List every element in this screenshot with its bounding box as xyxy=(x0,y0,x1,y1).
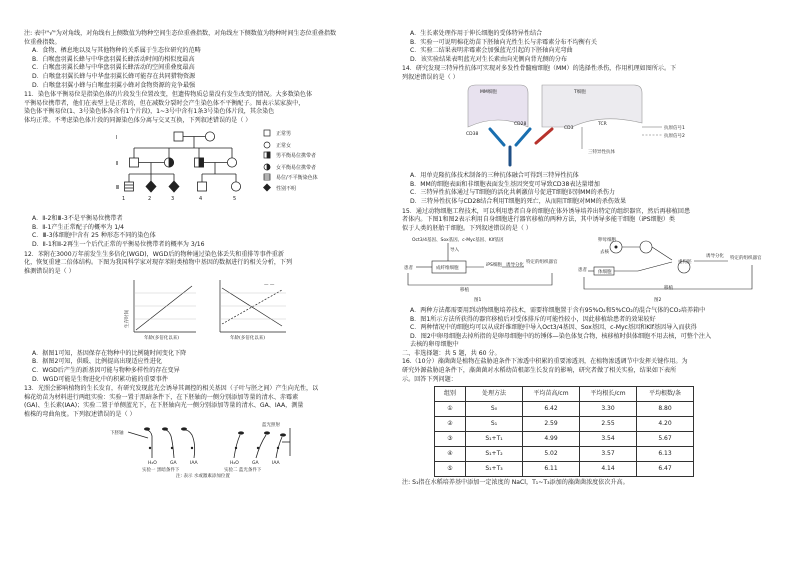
table-header: 平均根长/cm xyxy=(580,387,637,402)
option-a: A．食物、栖息地以及与其他物种的关系属于生态位研究的范畴 xyxy=(32,47,201,55)
antibody-arm-icon xyxy=(490,129,504,145)
option-b: B．据图2可知，供暖、比例提高出现适应性进化 xyxy=(32,358,162,366)
induce2-label: 诱导分化 xyxy=(706,254,724,260)
chart2-xlabel: 年龄(多倍化以来) xyxy=(230,336,266,342)
cd38-label: CD38 xyxy=(466,131,479,137)
cd28-label: CD28 xyxy=(514,121,527,127)
chart2-legend: — — xyxy=(264,283,275,289)
plant-label: GA xyxy=(170,460,177,466)
table-note: 注: S₁指在水稻培养基中添加一定浓度的 NaCl，T₁~T₃添加的藻菌菌浓度依次升高。 xyxy=(402,479,629,487)
svg-text:1: 1 xyxy=(122,195,126,202)
pedigree-diamond xyxy=(146,181,156,192)
option-b: B．MM的细胞表面和非细胞表面发生基因突变可导致CD38表达量增加 xyxy=(410,180,600,188)
seedling-icon xyxy=(166,430,174,458)
egg-label: 卵母细胞 xyxy=(598,238,616,244)
option-c: C．Ⅲ-3体细胞中含有 25 种形态不同的染色体 xyxy=(32,232,156,240)
signal2-label: 抗原信号2 xyxy=(664,133,685,139)
ips-label: iPS细胞 xyxy=(486,263,502,269)
table-cell: S₁+T₁ xyxy=(466,432,523,447)
table-row xyxy=(435,432,694,447)
question-15 xyxy=(402,208,770,234)
q15-options xyxy=(402,307,770,350)
table-cell: ① xyxy=(435,402,466,417)
exp1-label: 实验一 黑暗条件下 xyxy=(142,467,180,473)
section-heading: 二、非选择题：共 5 题，共 60 分。 xyxy=(402,349,501,357)
genes-label: Oct3/4基因、Sox基因、c-Myc基因、Klf基因 xyxy=(412,238,504,244)
seedling-icon xyxy=(185,430,195,458)
legend-label: 女平衡易位携带者 xyxy=(276,164,317,171)
chart1-xlabel: 年龄(多倍化以来) xyxy=(144,336,180,342)
plant-label: IAA xyxy=(190,460,198,466)
pedigree-male xyxy=(198,182,207,191)
table-header: 组别 xyxy=(435,387,466,402)
cell-therapy-figures xyxy=(402,233,770,303)
question-11 xyxy=(24,91,392,125)
table-cell: 5.67 xyxy=(637,432,694,447)
table-cell: 2.55 xyxy=(580,417,637,432)
table-cell: 6.42 xyxy=(523,402,580,417)
transplant-label: 移植 xyxy=(460,288,469,294)
q12-stem: 化，恢复重建二倍体结构。下图为我国科学家对现存苯附类植物中基因的数据进行的相关分析，下列 xyxy=(24,259,293,267)
q14-stem: 14．研究发现三特异性抗体可实现对多发性骨髓瘤细胞（MM）的选择性杀伤，作用机理如图所示。下 xyxy=(402,65,677,73)
svg-text:Ⅲ: Ⅲ xyxy=(116,184,120,191)
plant-label: IAA xyxy=(272,460,280,466)
mm-cell xyxy=(468,85,528,127)
q12-options xyxy=(24,350,392,384)
fig1-caption: 图1 xyxy=(474,298,482,304)
embryo-label: 重构胚 xyxy=(678,260,692,266)
table-cell: 6.47 xyxy=(637,462,694,477)
legend-label: 正常女 xyxy=(276,142,292,149)
table-cell: ③ xyxy=(435,432,466,447)
table-row xyxy=(435,462,694,477)
svg-text:5: 5 xyxy=(233,195,237,202)
cd3-label: CD3 xyxy=(564,125,574,131)
note-line: 位重叠指数。 xyxy=(24,38,61,46)
q11-stem: 体均正常。不考虑染色体片段的同源染色体分离与交叉互换，下列叙述错误的是（ ） xyxy=(24,116,252,124)
legend-male-icon xyxy=(264,130,270,136)
option-c: C．实验二结果表明赤霉素会加强蓝光引起的下胚轴向光弯曲 xyxy=(410,47,573,55)
option-b: B．Ⅱ-1产生正常配子的概率为 1/4 xyxy=(32,223,125,231)
legend-label: 性别不明 xyxy=(276,185,297,192)
table-cell: S₀ xyxy=(466,402,523,417)
option-d-cont: 去核的卵母细胞中 xyxy=(410,341,459,349)
plant-label: H₂O xyxy=(148,460,157,466)
option-a: A．两种方法都需要用到动物细胞培养技术，需要将细胞置于含有95%O₂和5%CO₂的混合气体的CO₂培养箱中 xyxy=(410,306,706,314)
svg-text:2: 2 xyxy=(148,195,152,202)
q14-stem: 列叙述错误的是（ ） xyxy=(402,73,459,81)
patient-label: 患者 xyxy=(404,266,413,272)
table-cell: 4.20 xyxy=(637,417,694,432)
note-line: 注: 表中"√"为对角线，对角线右上侧数值为物种空间生态位重叠指数，对角线左下侧数值为物种时间生态位重叠指数 xyxy=(24,30,337,37)
transplant-arrow xyxy=(408,273,552,285)
option-b: B．白喉盘羽翼长蜂与中华盘羽翼长蜂活动时间的相似度最高 xyxy=(32,55,195,63)
legend-hatched-icon xyxy=(264,174,270,180)
exp2-label: 实验二 蓝光条件下 xyxy=(224,467,262,473)
q16-stem: 示。回答下列问题： xyxy=(402,375,457,383)
pedigree-hatched-male xyxy=(125,182,134,191)
table-header: 平均根数/条 xyxy=(637,387,694,402)
pedigree-female xyxy=(205,131,214,140)
table-row xyxy=(435,417,694,432)
option-b: B．图1所示方法所获得的器官移植后对受体排斥的可能性较小，因此移植给患者的效果较好 xyxy=(410,315,656,323)
antibody-arm-icon xyxy=(536,129,552,143)
option-d: D．该实验结果表明蓝光对生长素由向光侧向背光侧的分布 xyxy=(410,55,568,63)
table-cell: 3.57 xyxy=(580,447,637,462)
patient2-label: 患者 xyxy=(578,268,587,274)
table-header: 处理方法 xyxy=(466,387,523,402)
q12-charts xyxy=(24,276,392,346)
option-a: A．用单克隆抗体技术制备的三种抗体融合可得到三特异性抗体 xyxy=(410,172,579,180)
pedigree-male xyxy=(130,158,139,167)
option-d: D．WGD可能是生物进化中的积累功能的重要事件 xyxy=(32,375,168,383)
pedigree-diamond xyxy=(169,181,179,192)
t-cell xyxy=(542,85,642,127)
transplant2-label: 移植 xyxy=(664,286,673,292)
option-c: C．白喉盘羽翼长蜂与中华盘羽翼长蜂活动的空间重叠度最高 xyxy=(32,64,195,72)
seedling-icon xyxy=(147,430,152,458)
organ2-label: 特定的组织器官 xyxy=(730,256,762,262)
q13-options xyxy=(402,30,770,64)
pedigree-female xyxy=(231,181,240,190)
enucleated-egg-icon xyxy=(640,241,652,253)
table-cell: 8.80 xyxy=(637,402,694,417)
light-label: 蓝光照射 xyxy=(262,422,280,428)
question-13 xyxy=(24,385,392,419)
q15-stem: 者体内。下图1和图2表示利用自身细胞进行器官移植的两种方法，其中诱导多能干细胞（iPS细胞）类 xyxy=(402,216,675,224)
plant-label: GA xyxy=(252,460,259,466)
induce-label: 诱导分化 xyxy=(506,263,524,269)
legend-diamond-icon xyxy=(264,184,271,191)
table-cell: ⑤ xyxy=(435,462,466,477)
somatic-label: 体细胞 xyxy=(598,270,612,276)
table-cell: 5.02 xyxy=(523,447,580,462)
table-header-row xyxy=(435,387,694,402)
option-a: A．Ⅱ-2和Ⅲ-3不是平衡易位携带者 xyxy=(32,215,123,223)
table-row xyxy=(435,402,694,417)
left-column xyxy=(24,30,392,481)
pedigree-female xyxy=(227,157,236,166)
table-row xyxy=(435,447,694,462)
q12-stem: 12．苯附在3000万年前发生生多倍化(WGD)，WGD后的物种通过染色体丢失和重排等事件重新 xyxy=(24,250,284,258)
q13-stem: 13．光照会影响植物的生长发育，有研究发现蓝光会诱导其调控的相关基因（子叶与胚之间）产生向光性，以 xyxy=(24,385,319,393)
q10-options xyxy=(24,47,392,90)
mm-label: MM细胞 xyxy=(480,89,497,95)
legend-label: 男平衡易位携带者 xyxy=(276,152,317,159)
antibody-diagram xyxy=(402,83,770,169)
legend-female-icon xyxy=(264,142,270,148)
right-column xyxy=(402,30,770,488)
q15-stem: 15．通过动物细胞工程技术，可以利用患者自身的细胞在体外诱导培养出特定的组织器官，然后再移植回患 xyxy=(402,207,691,215)
option-c: C．三特异性抗体通过与T细胞的活化共刺激信号促进T细胞识别MM的杀伤力 xyxy=(410,189,616,197)
question-16 xyxy=(402,358,770,384)
pedigree-figure xyxy=(24,126,392,212)
table-cell: 4.99 xyxy=(523,432,580,447)
svg-text:Ⅱ: Ⅱ xyxy=(116,160,119,167)
signal1-label: 抗原信号1 xyxy=(664,125,685,131)
pedigree-male xyxy=(174,132,183,141)
seedling-icon xyxy=(256,435,266,458)
table-cell: 6.13 xyxy=(637,447,694,462)
table-cell: 2.59 xyxy=(523,417,580,432)
legend-label: 易位/不平衡染色体 xyxy=(276,174,318,181)
plant-label: H₂O xyxy=(230,460,239,466)
table-cell: ② xyxy=(435,417,466,432)
option-d: D．白喉盘羽翼长蜂与中华盘羽翼长蜂可能存在共同猎物资源 xyxy=(32,72,196,80)
chart1-ylabel: 生存时间 xyxy=(125,310,130,329)
chart1-line xyxy=(136,286,192,330)
q16-stem: 研究外源盐胁迫条件下，藻菌菌对水稻幼苗根部生长发育的影响，研究者做了相关实验，结果如下表所 xyxy=(402,367,677,375)
option-d: D．图2中卵母细胞去掉所指的是卵母细胞中的纺锤体—染色体复合物，核移植时供体细胞不用去核，可整个注入 xyxy=(410,332,712,340)
q11-stem: 11．染色体平衡易位是指染色体的片段发生位置改变，但遗传物质总量没有发生改变的情况。大多数染色体 xyxy=(24,91,313,99)
chart2-line-a xyxy=(222,288,282,326)
option-d: D．三特异性抗体与CD28结合利用T细胞的死亡，从而阻T细胞对MM的杀伤效果 xyxy=(410,197,627,205)
option-a: A．生长素处理作用于伸长细胞的受体特异性结合 xyxy=(410,30,543,37)
table-cell: ④ xyxy=(435,447,466,462)
option-d: D．Ⅱ-1和Ⅱ-2再生一个后代正常的平衡易位携带者的概率为 3/16 xyxy=(32,240,205,248)
legend-label: 正常男 xyxy=(276,130,292,137)
table-cell: 3.30 xyxy=(580,402,637,417)
organ-label: 特定的组织器官 xyxy=(526,260,558,266)
option-b: B．实验一可说明棉花幼苗下胚轴向光性生长与赤霉素分布不均衡有关 xyxy=(410,38,597,46)
table-cell: S₁+T₃ xyxy=(466,462,523,477)
option-d2: D．白喉盘羽翼小蜂与白喉盘羽翼小蜂对食物资源的竞争最强 xyxy=(32,81,196,89)
antibody-arm-icon xyxy=(516,129,530,145)
removal-label: 去核 xyxy=(600,250,609,256)
trispecific-label: 三特异性抗体 xyxy=(588,149,615,155)
q11-stem: 平衡易位携带者，他们在表型上是正常的，但在减数分裂时会产生染色体不平衡配子。图表示某家族中， xyxy=(24,99,305,107)
import-label: 导入 xyxy=(450,248,459,254)
q11-options xyxy=(24,215,392,249)
tcr-label: TCR xyxy=(598,121,607,127)
table-cell: S₁ xyxy=(466,417,523,432)
q13-stem: (GA)、生长素(IAA)；实验二置于单侧蓝光下，在下胚轴向光一侧分别添加等量的清水、GA、IAA，测量 xyxy=(24,402,304,410)
q16-stem: 16.（10分）藻菌菌是植物在盐胁迫条件下渗透中积累的重要渗透剂，在植物渗透调节中发挥关键作用。为 xyxy=(402,358,688,366)
q14-options xyxy=(402,172,770,206)
t-cell-label: T细胞 xyxy=(574,89,586,95)
question-14 xyxy=(402,65,770,82)
q12-stem: 推测错误的是（ ） xyxy=(24,267,75,275)
q11-stem: 染色体平衡易位(1、3号染色体各含有1个片段)，1~3号中含有1条3号染色体片段，其余染色 xyxy=(24,108,275,116)
option-a: A．据图1可知，基因保存在物种中的比例随时间变化下降 xyxy=(32,349,187,357)
option-c: C．WGD后产生的新基因可能与物种多样性的存在变异 xyxy=(32,367,180,375)
question-12 xyxy=(24,251,392,277)
fibroblast-label: 成纤维细胞 xyxy=(436,266,459,272)
seedling-icon xyxy=(234,435,240,458)
table-header: 平均苗高/cm xyxy=(523,387,580,402)
exp-note: 注: 表示 水或激素添加位置 xyxy=(176,473,230,478)
svg-text:4: 4 xyxy=(199,195,203,202)
hypocotyl-label: 下胚轴 xyxy=(110,430,124,436)
option-c: C．两种情况中的细胞均可以从成纤维细胞中导入Oct3/4基因、Sox基因、c-Myc基因和Klf基因导入而获得 xyxy=(410,324,697,332)
table-cell: 3.54 xyxy=(580,432,637,447)
svg-text:3: 3 xyxy=(171,195,175,202)
table-cell: 6.11 xyxy=(523,462,580,477)
fig2-caption: 图2 xyxy=(654,298,662,304)
table-cell: 4.14 xyxy=(580,462,637,477)
svg-text:Ⅰ: Ⅰ xyxy=(116,134,118,141)
q15-stem: 似于人类的胚胎干细胞。下列叙述错误的是（ ） xyxy=(402,224,532,232)
q13-stem: 棉花幼苗为材料进行两组实验：实验一置于黑暗条件下，在下胚轴的一侧分别添加等量的清水、赤霉素 xyxy=(24,393,299,401)
q13-stem: 植株的弯曲角度。下列叙述错误的是（ ） xyxy=(24,411,136,419)
seedlings-figure xyxy=(24,420,392,478)
table-cell: S₁+T₂ xyxy=(466,447,523,462)
data-table xyxy=(434,386,694,477)
